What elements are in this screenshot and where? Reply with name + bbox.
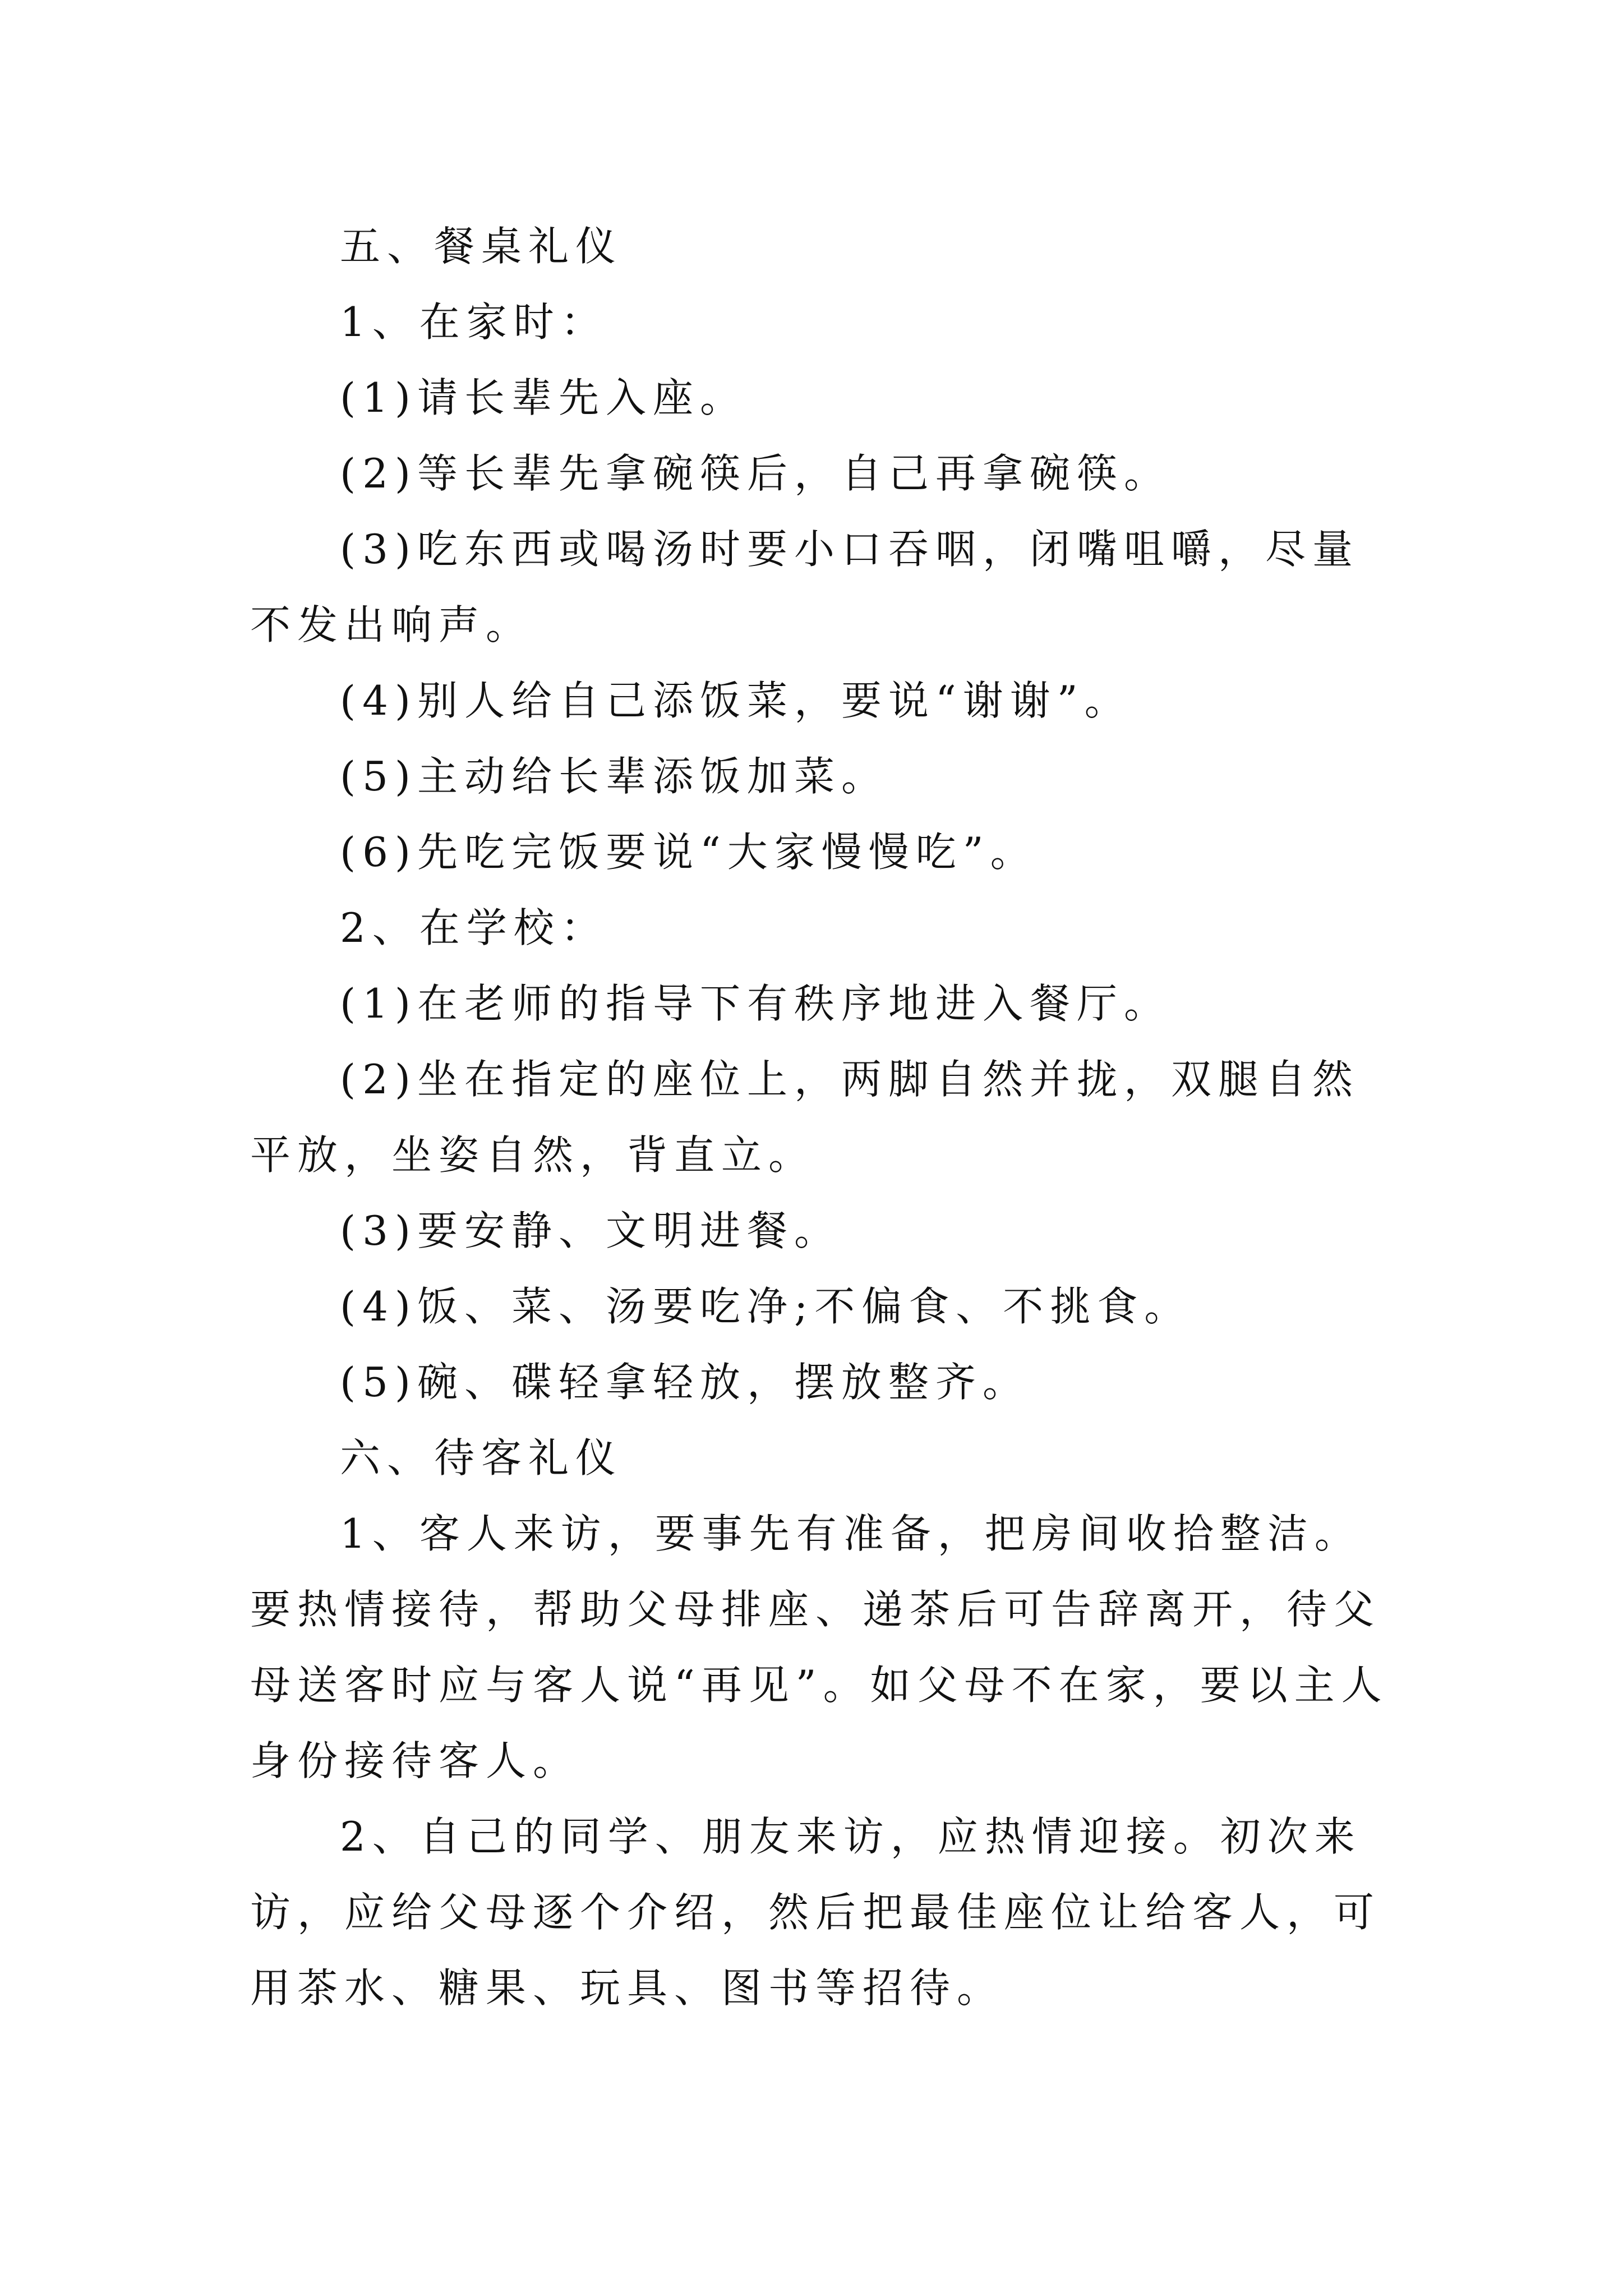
- subheading-at-home: 1、在家时：: [340, 298, 608, 346]
- list-item: (5)碗、碟轻拿轻放，摆放整齐。: [340, 1359, 1030, 1406]
- list-item: (3)要安静、文明进餐。: [340, 1207, 841, 1254]
- subheading-at-school: 2、在学校：: [340, 904, 608, 951]
- section-heading-dining-etiquette: 五、餐桌礼仪: [340, 223, 623, 270]
- document-body: [250, 209, 1405, 2026]
- list-item: (1)请长辈先入座。: [340, 374, 747, 421]
- body-paragraph: 2、自己的同学、朋友来访，应热情迎接。初次来访，应给父母逐个介绍，然后把最佳座位让给客人，可用茶水、糖果、玩具、图书等招待。: [250, 1813, 1381, 2012]
- section-heading-hosting-etiquette: 六、待客礼仪: [340, 1434, 623, 1481]
- list-item: (6)先吃完饭要说“大家慢慢吃”。: [340, 829, 1038, 876]
- list-item: (4)别人给自己添饭菜，要说“谢谢”。: [340, 677, 1132, 724]
- list-item: (2)坐在指定的座位上，两脚自然并拢，双腿自然平放，坐姿自然，背直立。: [250, 1056, 1359, 1179]
- list-item: (4)饭、菜、汤要吃净;不偏食、不挑食。: [340, 1283, 1192, 1330]
- list-item: (5)主动给长辈添饭加菜。: [340, 753, 888, 800]
- body-paragraph: 1、客人来访，要事先有准备，把房间收拾整洁。要热情接待，帮助父母排座、递茶后可告辞离开，待父母送客时应与客人说“再见”。如父母不在家，要以主人身份接待客人。: [250, 1510, 1389, 1784]
- list-item: (2)等长辈先拿碗筷后，自己再拿碗筷。: [340, 450, 1171, 497]
- list-item: (3)吃东西或喝汤时要小口吞咽，闭嘴咀嚼，尽量不发出响声。: [250, 526, 1359, 648]
- list-item: (1)在老师的指导下有秩序地进入餐厅。: [340, 980, 1171, 1027]
